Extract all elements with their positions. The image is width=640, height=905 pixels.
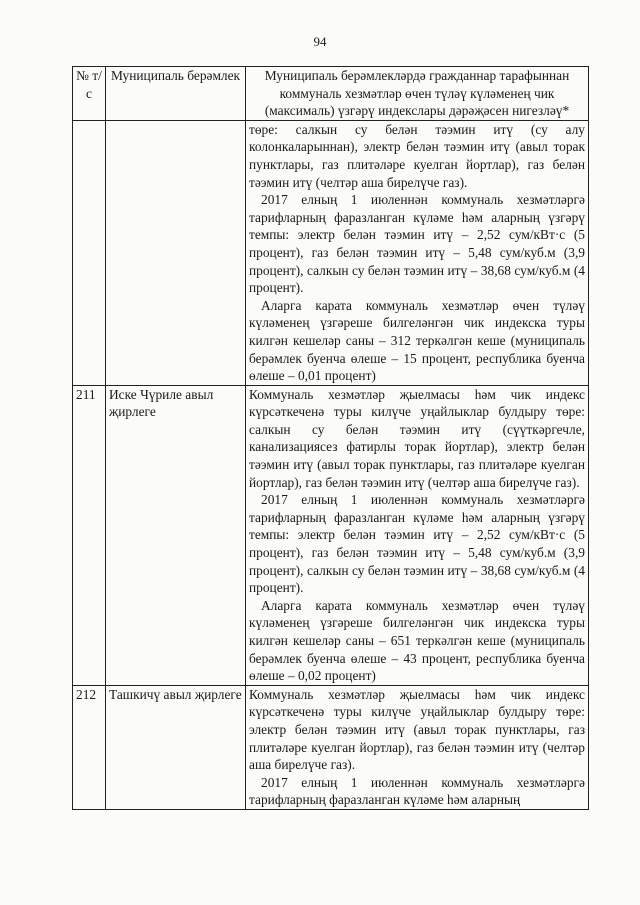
tariff-table [72, 66, 589, 810]
row-paragraph: Коммуналь хезмәтләр җыелмасы һәм чик индекс күрсәткеченә туры килүче уңайлыклар булдыру төре: салкын су белән тәэмин итү (сүүткәргечле, канализациясез фатирлы торак йортлар), электр белән тәэмин итү (авыл торак пунктлары, газ плитәләре куелган йортлар), газ белән тәэмин итү (челтәр аша бирелүче газ). [249, 386, 585, 490]
row-municipality: Иске Чүриле авыл җирлеге [106, 385, 246, 685]
header-municipality: Муниципаль берәмлек [106, 67, 246, 121]
table-row [73, 385, 589, 685]
row-paragraph: Аларга карата коммуналь хезмәтләр өчен түләү күләменең үзгәреше билгеләнгән чик индекска туры килгән кешеләр саны – 312 теркәлгән кеше (муниципаль берәмлек буенча өлеше – 15 процент, республика буенча өлеше – 0,01 процент) [249, 297, 585, 384]
page-number: 94 [313, 34, 327, 49]
row-paragraph: 2017 елның 1 июленнән коммуналь хезмәтләргә тарифларның фаразланган күләме һәм аларның [249, 774, 585, 808]
header-number: № т/с [73, 67, 106, 121]
row-description [246, 385, 589, 685]
row-number: 211 [73, 385, 106, 685]
header-description: Муниципаль берәмлекләрдә гражданнар тарафыннан коммуналь хезмәтләр өчен түләү күләменең чик (максималь) үзгәрү индекслары дәрәҗәсен нигезләү* [246, 67, 589, 121]
row-paragraph: 2017 елның 1 июленнән коммуналь хезмәтләргә тарифларның фаразланган күләме һәм аларның үзгәрү темпы: электр белән тәэмин итү – 2,52 сум/кВт·с (5 процент), газ белән тәэмин итү – 5,48 сум/куб.м (3,9 процент), салкын су белән тәэмин итү – 38,68 сум/куб.м (4 процент). [249, 192, 585, 296]
row-paragraph: төре: салкын су белән тәэмин итү (су алу колонкаларыннан), электр белән тәэмин итү (авыл торак пунктлары, газ плитәләре куелган йортлар), газ белән тәэмин итү (челтәр аша бирелүче газ). [249, 121, 585, 190]
row-municipality [106, 120, 246, 385]
row-number [73, 120, 106, 385]
table-row [73, 685, 589, 809]
row-municipality: Ташкичү авыл җирлеге [106, 685, 246, 809]
row-description [246, 120, 589, 385]
row-paragraph: Аларга карата коммуналь хезмәтләр өчен түләү күләменең үзгәреше билгеләнгән чик индекска туры килгән кешеләр саны – 651 теркәлгән кеше (муниципаль берәмлек буенча өлеше – 43 процент, республика буенча өлеше – 0,02 процент) [249, 597, 585, 684]
row-number: 212 [73, 685, 106, 809]
table-header-row [73, 67, 589, 121]
table-row [73, 120, 589, 385]
row-paragraph: 2017 елның 1 июленнән коммуналь хезмәтләргә тарифларның фаразланган күләме һәм аларның үзгәрү темпы: электр белән тәэмин итү – 2,52 сум/кВт·с (5 процент), газ белән тәэмин итү – 5,48 сум/куб.м (3,9 процент), салкын су белән тәэмин итү – 38,68 сум/куб.м (4 процент). [249, 492, 585, 596]
row-description [246, 685, 589, 809]
row-paragraph: Коммуналь хезмәтләр җыелмасы һәм чик индекс күрсәткеченә туры килүче уңайлыклар булдыру төре: электр белән тәэмин итү (авыл торак пунктлары, газ плитәләре куелган йортлар), газ белән тәэмин итү (челтәр аша бирелүче газ). [249, 686, 585, 773]
